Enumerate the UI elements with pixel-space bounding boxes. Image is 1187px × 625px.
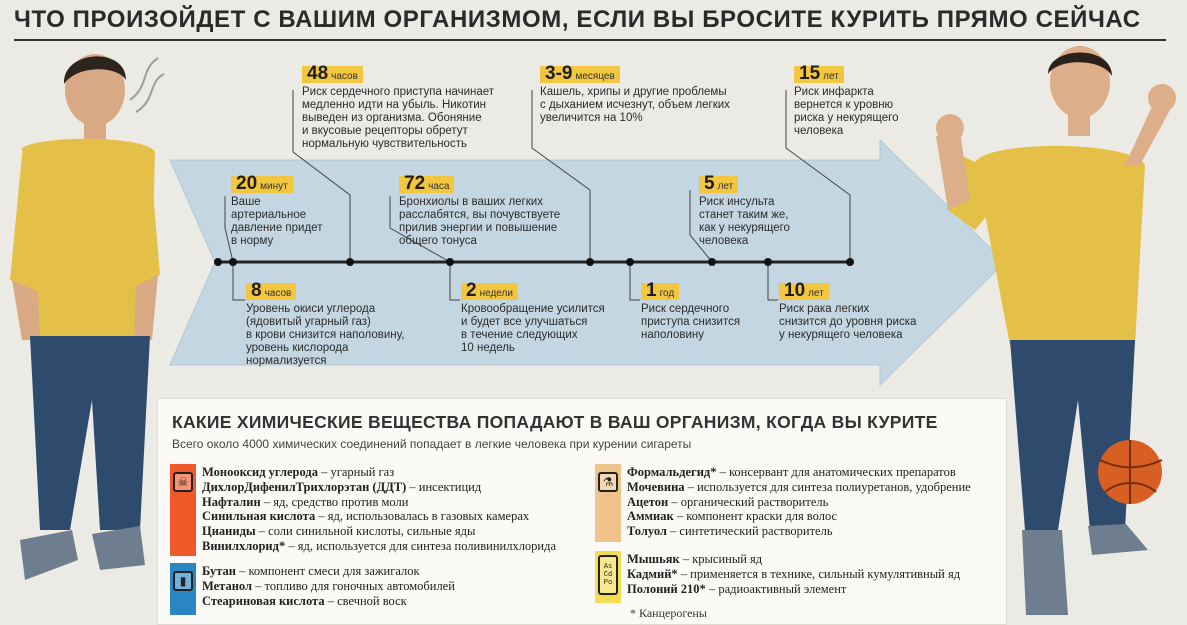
timeline-dot — [626, 258, 634, 266]
timeline-badge: 20 минут — [231, 176, 293, 193]
timeline-badge: 2 недели — [461, 283, 518, 300]
timeline-item-48-hours — [302, 63, 532, 151]
shoe-right-2 — [1088, 524, 1148, 555]
chemical-list — [202, 465, 556, 554]
timeline-text: Риск сердечного приступа снизится наполовину — [641, 303, 741, 341]
timeline-text: Риск инсульта станет таким же, как у некурящего человека — [699, 196, 790, 247]
smoke-icon — [130, 58, 164, 112]
chemical-list — [627, 552, 960, 596]
chemical-item: Кадмий* – применяется в технике, сильный кумулятивный яд — [627, 566, 961, 581]
chemical-group-toxic — [170, 464, 590, 556]
shoe-left — [20, 530, 78, 580]
chemical-item: Синильная кислота – яд, использовалась в газовых камерах — [202, 509, 530, 524]
timeline-dot — [586, 258, 594, 266]
timeline-badge: 3-9 месяцев — [540, 66, 620, 83]
group-color-strip — [170, 563, 196, 615]
chemical-group-metals — [595, 551, 1000, 603]
timeline-text: Уровень окиси углерода (ядовитый угарный газ) в крови снизится наполовину, уровень кислорода нормализуется — [246, 303, 405, 367]
fuel-bottle-icon: ▮ — [173, 571, 193, 591]
timeline-dot — [708, 258, 716, 266]
timeline-item-3-9-months — [540, 63, 765, 125]
chemical-item: Толуол – синтетический растворитель — [627, 524, 833, 539]
timeline-badge: 48 часов — [302, 66, 363, 83]
chemical-item: Монооксид углерода – угарный газ — [202, 465, 395, 479]
chemical-item: Полоний 210* – радиоактивный элемент — [627, 581, 847, 596]
chemical-item: Винилхлорид* – яд, используется для синтеза поливинилхлорида — [202, 538, 557, 553]
chemical-group-fuel — [170, 563, 590, 615]
timeline-item-2-weeks — [461, 280, 631, 355]
jeans-right — [1010, 340, 1135, 530]
smoker-man-illustration — [0, 40, 170, 625]
chemical-item: Бутан – компонент смеси для зажигалок — [202, 564, 420, 578]
timeline-badge: 1 год — [641, 283, 679, 300]
timeline-item-72-hours — [399, 173, 599, 248]
chemicals-subtitle: Всего около 4000 химических соединений попадает в легкие человека при курении сигареты — [172, 437, 692, 451]
periodic-elements-icon: As Cd Po — [598, 555, 618, 595]
chemical-item: Формальдегид* – консервант для анатомических препаратов — [627, 465, 956, 479]
timeline-badge: 10 лет — [779, 283, 829, 300]
group-color-strip — [595, 551, 621, 603]
chemical-item: Мышьяк – крысиный яд — [627, 552, 763, 566]
skull-icon: ☠ — [173, 472, 193, 492]
chemical-item: ДихлорДифенилТрихлорэтан (ДДТ) – инсектицид — [202, 479, 482, 494]
timeline-item-10-years — [779, 280, 949, 342]
chemical-item: Нафталин – яд, средство против моли — [202, 494, 409, 509]
timeline-text: Бронхиолы в ваших легких расслабятся, вы почувствуете прилив энергии и повышение общего тонуса — [399, 196, 561, 247]
chemical-item: Мочевина – используется для синтеза полиуретанов, удобрение — [627, 479, 971, 494]
chemicals-panel — [157, 398, 1007, 625]
chemical-item: Цианиды – соли синильной кислоты, сильные яды — [202, 524, 476, 539]
timeline-dot — [846, 258, 854, 266]
timeline-text: Ваше артериальное давление придет в норму — [231, 196, 323, 247]
shoe-left-2 — [1022, 530, 1068, 615]
timeline-badge: 15 лет — [794, 66, 844, 83]
timeline-item-5-years — [699, 173, 829, 248]
timeline-badge: 5 лет — [699, 176, 738, 193]
jeans-left — [30, 336, 150, 530]
chemical-item: Аммиак – компонент краски для волос — [627, 509, 838, 524]
group-color-strip — [595, 464, 621, 542]
timeline-dot — [764, 258, 772, 266]
chemical-item: Ацетон – органический растворитель — [627, 494, 829, 509]
timeline-dot — [346, 258, 354, 266]
timeline-text: Кровообращение усилится и будет все улучшаться в течение следующих 10 недель — [461, 303, 605, 354]
timeline-item-20-min — [231, 173, 351, 248]
flask-icon: ⚗ — [598, 472, 618, 492]
timeline-dot — [446, 258, 454, 266]
chemicals-title: КАКИЕ ХИМИЧЕСКИЕ ВЕЩЕСТВА ПОПАДАЮТ В ВАШ ОРГАНИЗМ, КОГДА ВЫ КУРИТЕ — [172, 412, 938, 432]
timeline-item-1-year — [641, 280, 766, 342]
shirt-right — [975, 146, 1145, 345]
basketball-icon — [1098, 440, 1162, 504]
page-title: ЧТО ПРОИЗОЙДЕТ С ВАШИМ ОРГАНИЗМОМ, ЕСЛИ ВЫ БРОСИТЕ КУРИТЬ ПРЯМО СЕЙЧАС — [14, 6, 1141, 33]
timeline-badge: 72 часа — [399, 176, 454, 193]
timeline-text: Риск инфаркта вернется к уровню риска у некурящего человека — [794, 86, 899, 137]
timeline-text: Кашель, хрипы и другие проблемы с дыханием исчезнут, объем легких увеличится на 10% — [540, 86, 730, 124]
timeline-text: Риск сердечного приступа начинает медленно идти на убыль. Никотин выведен из организма. Обоняние и вкусовые рецепторы обретут нормальную чувствительность — [302, 86, 495, 150]
timeline-dot — [214, 258, 222, 266]
chemical-list — [202, 564, 455, 608]
timeline-dot — [229, 258, 237, 266]
chemical-item: Стеариновая кислота – свечной воск — [202, 593, 407, 608]
group-color-strip — [170, 464, 196, 556]
shoe-right — [92, 526, 145, 570]
chemical-group-solvents — [595, 464, 1000, 542]
chemical-item: Метанол – топливо для гоночных автомобилей — [202, 578, 455, 593]
carcinogens-note: * Канцерогены — [630, 606, 707, 620]
timeline-item-8-hours — [246, 280, 436, 368]
timeline-text: Риск рака легких снизится до уровня риска у некурящего человека — [779, 303, 917, 341]
timeline-badge: 8 часов — [246, 283, 296, 300]
timeline-item-15-years — [794, 63, 934, 138]
chemical-list — [627, 465, 971, 539]
